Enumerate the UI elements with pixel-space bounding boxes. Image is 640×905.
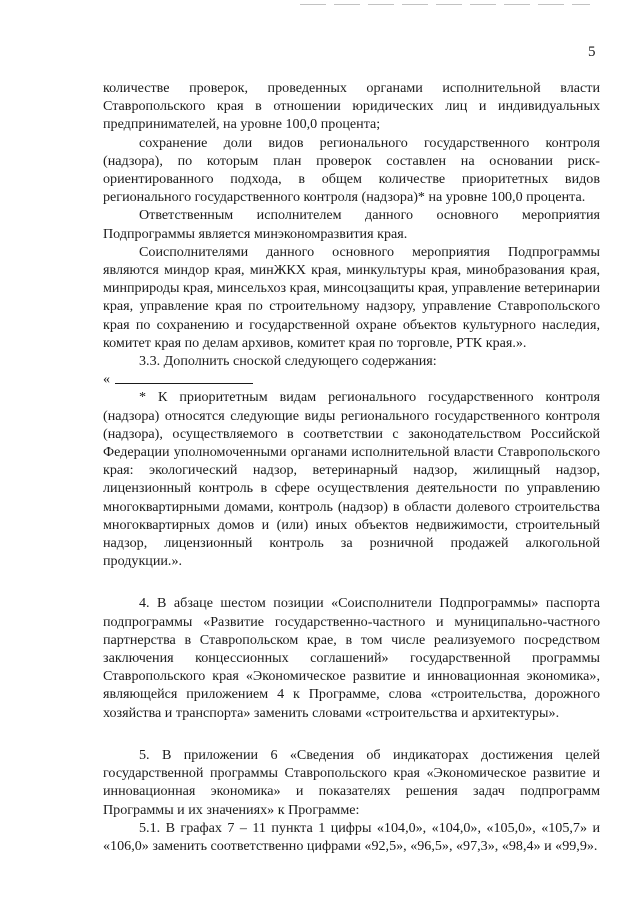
paragraph-3-3: 3.3. Дополнить сноской следующего содержания:: [139, 353, 437, 370]
paragraph-risk-control: сохранение доли видов регионального государственного контроля (надзора), по которым план проверок составлен на основании риск-ориентированного подхода, в общем количестве приоритетных видов регионального государственного контроля (надзора)* на уровне 100,0 процента.: [103, 134, 600, 206]
footnote-open-quote: «: [103, 371, 111, 388]
page-number: 5: [588, 44, 596, 60]
spacer: [103, 722, 600, 746]
footnote-text: * К приоритетным видам регионального государственного контроля (надзора) относятся следующие виды регионального государственного контроля (надзора), осуществляемого в соответствии с законодательством Российской Федерации уполномоченными органами исполнительной власти Ставропольского края: экологический надзор, ветеринарный надзор, жилищный надзор, лицензионный контроль в сфере осуществления деятельности по управлению многоквартирными домами, контроль (надзор) в области долевого строительства многоквартирных домов и (или) иных объектов недвижимости, строительный надзор, лицензионный контроль за розничной продажей алкогольной продукции.».: [103, 389, 600, 570]
paragraph-item-4: 4. В абзаце шестом позиции «Соисполнители Подпрограммы» паспорта подпрограммы «Развитие государственно-частного и муниципально-частного партнерства в Ставропольском крае, в том числе реализуемого посредством заключения концессионных соглашений» государственной программы Ставропольского края «Экономическое развитие и инновационная экономика», являющейся приложением 4 к Программе, слова «строительства, дорожного хозяйства и транспорта» заменить словами «строительства и архитектуры».: [103, 595, 600, 721]
paragraph-item-5-1: 5.1. В графах 7 – 11 пункта 1 цифры «104,0», «104,0», «105,0», «105,7» и «106,0» заменить соответственно цифрами «92,5», «96,5», «97,3», «98,4» и «99,9».: [103, 819, 600, 854]
paragraph-item-5: 5. В приложении 6 «Сведения об индикаторах достижения целей государственной программы Ставропольского края «Экономическое развитие и инновационная экономика» и показателях решения задач подпрограмм Программы и их значениях» к Программе:: [103, 746, 600, 818]
footnote-rule: [115, 383, 253, 384]
paragraph-continuation: количестве проверок, проведенных органами исполнительной власти Ставропольского края в отношении юридических лиц и индивидуальных предпринимателей, на уровне 100,0 процента;: [103, 80, 600, 133]
document-body: [103, 79, 600, 855]
paragraph-co-executors: Соисполнителями данного основного мероприятия Подпрограммы являются миндор края, минЖКХ края, минкультуры края, минобразования края, минприроды края, минсельхоз края, минсоцзащиты края, управление ветеринарии края, управление края по строительному надзору, управление Ставропольского края по сохранению и государственной охране объектов культурного наследия, комитет края по делам архивов, комитет края по торговле, РТК края.».: [103, 243, 600, 351]
scan-artifact-line: [300, 4, 590, 5]
paragraph-responsible-executor: Ответственным исполнителем данного основного мероприятия Подпрограммы является минэкономразвития края.: [103, 207, 600, 242]
spacer: [103, 570, 600, 594]
footnote-separator: [103, 370, 600, 388]
